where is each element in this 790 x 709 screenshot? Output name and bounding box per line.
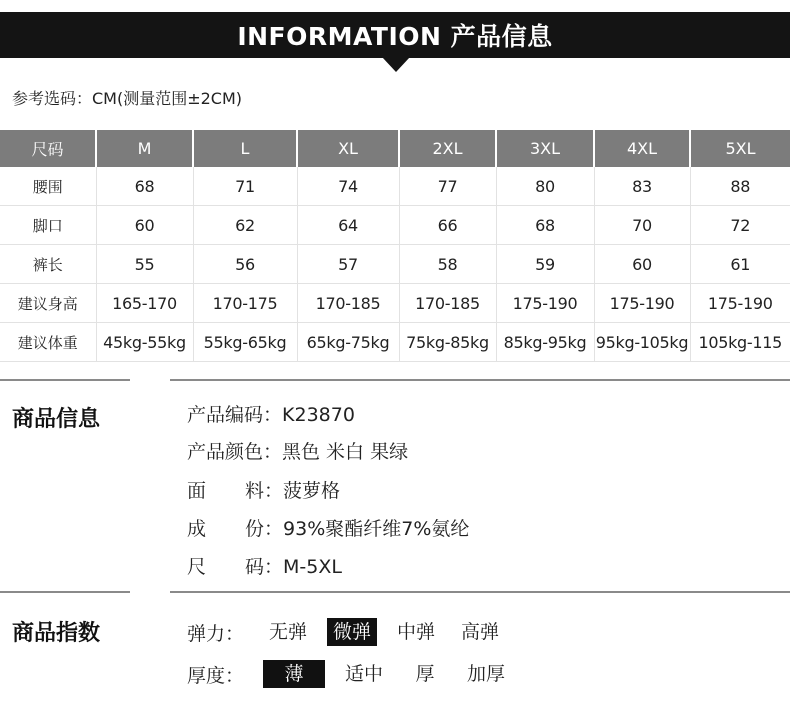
composition-line bbox=[187, 514, 469, 541]
row-label: 裤长 bbox=[0, 245, 96, 284]
table-cell: 170-175 bbox=[193, 284, 297, 323]
table-cell: 66 bbox=[399, 206, 496, 245]
table-cell: 60 bbox=[594, 245, 690, 284]
size-range-label-a: 尺 bbox=[187, 556, 207, 578]
banner bbox=[0, 12, 790, 58]
table-row bbox=[0, 245, 790, 284]
table-cell: 83 bbox=[594, 167, 690, 206]
header-cell: 3XL bbox=[496, 130, 594, 167]
header-cell: 尺码 bbox=[0, 130, 96, 167]
elasticity-option: 高弹 bbox=[461, 621, 500, 643]
table-cell: 55 bbox=[96, 245, 193, 284]
table-cell: 175-190 bbox=[594, 284, 690, 323]
elasticity-option: 中弹 bbox=[397, 621, 436, 643]
size-table bbox=[0, 130, 790, 362]
elasticity-option-selected: 微弹 bbox=[327, 618, 377, 646]
thickness-option: 适中 bbox=[345, 663, 384, 685]
table-cell: 62 bbox=[193, 206, 297, 245]
fabric-label-b: 料： bbox=[245, 480, 284, 502]
header-cell: L bbox=[193, 130, 297, 167]
row-label: 建议体重 bbox=[0, 323, 96, 362]
table-row bbox=[0, 206, 790, 245]
table-cell: 95kg-105kg bbox=[594, 323, 690, 362]
fabric-line bbox=[187, 476, 340, 503]
product-color-line bbox=[187, 437, 408, 464]
row-label: 脚口 bbox=[0, 206, 96, 245]
table-cell: 80 bbox=[496, 167, 594, 206]
composition-label-a: 成 bbox=[187, 518, 207, 540]
size-table-header-row bbox=[0, 130, 790, 167]
table-cell: 60 bbox=[96, 206, 193, 245]
table-cell: 71 bbox=[193, 167, 297, 206]
fabric-value: 菠萝格 bbox=[283, 480, 341, 502]
table-cell: 175-190 bbox=[496, 284, 594, 323]
table-cell: 170-185 bbox=[399, 284, 496, 323]
table-cell: 165-170 bbox=[96, 284, 193, 323]
table-row bbox=[0, 323, 790, 362]
table-cell: 105kg-115 bbox=[690, 323, 790, 362]
header-cell: XL bbox=[297, 130, 399, 167]
measurement-note: 参考选码：CM(测量范围±2CM) bbox=[12, 89, 243, 108]
table-row bbox=[0, 167, 790, 206]
product-color-value: 黑色 米白 果绿 bbox=[282, 441, 409, 463]
size-range-line bbox=[187, 552, 342, 579]
table-cell: 170-185 bbox=[297, 284, 399, 323]
table-cell: 68 bbox=[496, 206, 594, 245]
table-cell: 57 bbox=[297, 245, 399, 284]
header-cell: 4XL bbox=[594, 130, 690, 167]
product-info-title: 商品信息 bbox=[12, 407, 101, 432]
table-cell: 175-190 bbox=[690, 284, 790, 323]
thickness-label: 厚度： bbox=[187, 664, 245, 687]
table-cell: 45kg-55kg bbox=[96, 323, 193, 362]
size-range-value: M-5XL bbox=[283, 556, 342, 578]
table-row bbox=[0, 284, 790, 323]
table-cell: 56 bbox=[193, 245, 297, 284]
elasticity-option: 无弹 bbox=[269, 621, 308, 643]
table-cell: 65kg-75kg bbox=[297, 323, 399, 362]
table-cell: 68 bbox=[96, 167, 193, 206]
product-code-value: K23870 bbox=[282, 404, 355, 426]
header-cell: 5XL bbox=[690, 130, 790, 167]
table-cell: 59 bbox=[496, 245, 594, 284]
product-code-line bbox=[187, 400, 355, 427]
section-divider-right bbox=[170, 379, 790, 381]
elasticity-row bbox=[187, 618, 519, 646]
table-cell: 58 bbox=[399, 245, 496, 284]
section-divider-left bbox=[0, 379, 130, 381]
product-index-title: 商品指数 bbox=[12, 621, 101, 646]
header-cell: M bbox=[96, 130, 193, 167]
header-cell: 2XL bbox=[399, 130, 496, 167]
product-code-label: 产品编码： bbox=[187, 404, 283, 426]
fabric-label-a: 面 bbox=[187, 480, 207, 502]
banner-title: INFORMATION 产品信息 bbox=[237, 22, 553, 51]
size-range-label-b: 码： bbox=[245, 556, 284, 578]
table-cell: 88 bbox=[690, 167, 790, 206]
table-cell: 72 bbox=[690, 206, 790, 245]
elasticity-label: 弹力： bbox=[187, 622, 245, 645]
thickness-option: 厚 bbox=[415, 663, 435, 685]
table-cell: 77 bbox=[399, 167, 496, 206]
row-label: 腰围 bbox=[0, 167, 96, 206]
thickness-option-selected: 薄 bbox=[263, 660, 325, 688]
row-label: 建议身高 bbox=[0, 284, 96, 323]
table-cell: 74 bbox=[297, 167, 399, 206]
composition-value: 93%聚酯纤维7%氨纶 bbox=[283, 518, 470, 540]
product-color-label: 产品颜色： bbox=[187, 441, 283, 463]
table-cell: 55kg-65kg bbox=[193, 323, 297, 362]
table-cell: 85kg-95kg bbox=[496, 323, 594, 362]
table-cell: 61 bbox=[690, 245, 790, 284]
table-cell: 64 bbox=[297, 206, 399, 245]
section-divider-left bbox=[0, 591, 130, 593]
thickness-row bbox=[187, 660, 525, 688]
thickness-option: 加厚 bbox=[467, 663, 506, 685]
banner-notch bbox=[382, 57, 410, 72]
composition-label-b: 份： bbox=[245, 518, 284, 540]
table-cell: 75kg-85kg bbox=[399, 323, 496, 362]
section-divider-right bbox=[170, 591, 790, 593]
table-cell: 70 bbox=[594, 206, 690, 245]
